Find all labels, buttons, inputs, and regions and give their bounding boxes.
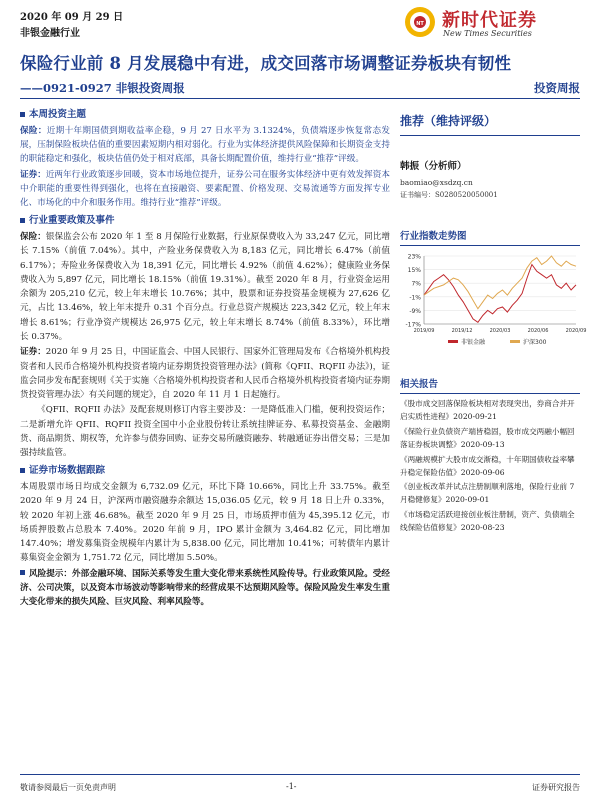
chart-y-tick-label: 23% xyxy=(407,253,421,261)
bullet-square-icon xyxy=(20,468,25,473)
related-report-item[interactable]: 《股市成交回落保险板块相对表现突出，券商合并开启实质性进程》2020-09-21 xyxy=(400,399,575,421)
related-report-item[interactable]: 《保险行业负债资产端皆稳固，股市成交两融小幅回落证券板块调整》2020-09-13 xyxy=(400,426,575,449)
chart-x-tick-label: 2019/12 xyxy=(451,328,473,334)
risk-warning: 风险提示：外部金融环境、国际关系等发生重大变化带来系统性风险传导。行业政策风险。受经济、公司决策，以及资本市场波动等影响带来的经营成果不达预期风险等。保险风险发生率发生重大变化带来的损失风险、巨灾风险、利率风险等。 xyxy=(20,568,390,608)
report-subtitle: ——0921-0927 非银投资周报 xyxy=(20,81,185,95)
index-trend-chart xyxy=(400,252,587,354)
report-sector: 非银金融行业 xyxy=(20,28,80,39)
paragraph-securities-policy: 证券：2020 年 9 月 25 日，中国证监会、中国人民银行、国家外汇管理局发布《合格境外机构投资者和人民币合格境外机构投资者境内证券期货投资管理办法》(简称《QFII、RQFII 办法》)，证监会同步发布配套规则《关于实施〈合格境外机构投资者和人民币合格境外机构投资者境内证券期货投资管理办法〉有关问题的规定》，自 2020 年 11 月 1 日起施行。 xyxy=(20,347,390,401)
chart-legend-swatch xyxy=(510,340,520,343)
company-name-en: New Times Securities xyxy=(443,29,532,38)
chart-series-line-csi300 xyxy=(424,256,576,309)
chart-x-tick-label: 2019/09 xyxy=(413,328,435,334)
bullet-square-icon xyxy=(20,570,25,575)
related-report-item[interactable]: 《创业板改革并试点注册制顺利落地，保险行业前 7 月稳健修复》2020-09-01 xyxy=(400,482,575,505)
section-heading-theme: 本周投资主题 xyxy=(20,107,390,123)
rating-divider xyxy=(400,135,580,136)
index-trend-chart-svg xyxy=(400,252,587,350)
side-column xyxy=(400,104,587,537)
chart-series-line-nonbank xyxy=(424,265,576,323)
report-date: 2020 年 09 月 29 日 xyxy=(20,12,124,23)
report-type: 投资周报 xyxy=(534,81,580,95)
analyst-name: 韩振（分析师） xyxy=(400,161,467,172)
bullet-square-icon xyxy=(20,112,25,117)
main-column xyxy=(20,104,390,611)
footer-disclaimer: 敬请参阅最后一页免责声明 xyxy=(20,783,116,792)
analyst-email[interactable]: baomiao@xsdzq.cn xyxy=(400,178,473,187)
footer-report-label: 证券研究报告 xyxy=(532,783,580,792)
chart-x-tick-label: 2020/03 xyxy=(489,328,511,334)
chart-y-tick-label: -17% xyxy=(405,321,421,329)
page-number: -1- xyxy=(286,782,297,791)
svg-text:NT: NT xyxy=(416,21,424,27)
related-report-item[interactable]: 《市场稳定活跃迎接创业板注册制，资产、负债端全线保险估值修复》2020-08-23 xyxy=(400,510,575,533)
header-divider xyxy=(20,98,580,99)
analyst-certificate: 证书编号：S0280520050001 xyxy=(400,191,498,199)
paragraph-qfii-detail: 《QFII、RQFII 办法》及配套规则修订内容主要涉及：一是降低准入门槛，便利投资运作；二是新增允许 QFII、RQFII 投资全国中小企业股份转让系统挂牌证券、私募投资基金、金融期货、商品期货、期权等，允许参与债券回购、证券交易所融资融券、转融通证券出借交易；三是加强持续监管。 xyxy=(20,405,390,459)
chart-x-tick-label: 2020/09 xyxy=(565,328,587,334)
bullet-square-icon xyxy=(20,218,25,223)
paragraph-market-data: 本周股票市场日均成交金额为 6,732.09 亿元，环比下降 10.66%，同比上升 33.75%。截至 2020 年 9 月 24 日，沪深两市融资融券余额达 15,036.05 亿元，较 9 月 18 日上升 0.33%，较 2020 年初上涨 46.68%。截至 2020 年 9 月 25 日，市场质押市值为 45,395.12 亿元，市场质押股数占总股本 7.40%。2020 年前 9 月，IPO 累计金额为 3,464.82 亿元，同比增加 147.40%；增发募集资金规模年内累计为 5,838.00 亿元，同比增加 10.41%；可转债年内累计募集资金金额为 1,751.72 亿元，同比增加 5.50%。 xyxy=(20,482,390,564)
chart-y-tick-label: -9% xyxy=(409,307,421,315)
report-title: 保险行业前 8 月发展稳中有进，成交回落市场调整证券板块有韧性 xyxy=(20,54,512,73)
company-logo-mark xyxy=(403,5,437,39)
chart-y-tick-label: -1% xyxy=(409,294,421,302)
related-report-item[interactable]: 《两融规模扩大股市成交渐稳，十年期国债收益率攀升稳定保险估值》2020-09-06 xyxy=(400,454,575,477)
section-heading-market-data: 证券市场数据跟踪 xyxy=(20,463,390,479)
related-reports-heading: 相关报告 xyxy=(400,379,439,390)
paragraph-insurance-theme: 保险：近期十年期国债到期收益率企稳，9 月 27 日水平为 3.1324%，负债端逐步恢复常态发展，压制保险板块估值的重要因素短期内相对弱化。行业为实体经济提供风险保障和长期资金支持的职能稳定和强化，板块估值仍处于相对底部，具备长期配置价值，维持行业“推荐”评级。 xyxy=(20,125,390,165)
chart-x-tick-label: 2020/06 xyxy=(527,328,549,334)
chart-heading-divider xyxy=(400,245,580,246)
chart-heading: 行业指数走势图 xyxy=(400,231,467,242)
chart-legend-swatch xyxy=(448,340,458,343)
paragraph-securities-theme: 证券：近两年行业政策逐步回暖，资本市场地位提升，证券公司在服务实体经济中更有效发挥资本中介职能的重要性得到强化，也将在直接融资、要素配置、价格发现、交易流通等方面发挥专业化、市场化的中介和服务作用。维持行业“推荐”评级。 xyxy=(20,169,390,209)
paragraph-insurance-policy: 保险：银保监会公布 2020 年 1 至 8 月保险行业数据，行业原保费收入为 33,247 亿元，同比增长 7.15%（前值 7.04%）。其中，产险业务保费收入为 8,183 亿元，同比增长 6.47%（前值 6.17%）；寿险业务保费收入为 18,391 亿元，同比增长 4.92%（前值 4.62%）；健康险业务保费收入为 5,897 亿元，同比增长 18.15%（前值 19.31%）。截至 2020 年 8 月，行业资金运用余额为 205,210 亿元，较上年末增长 10.76%；其中，股票和证券投资基金规模为 27,626 亿元，占比 13.46%，较上年末提升 0.31 个百分点。行业总资产规模达 223,342 亿元，较上年末增长 8.61%；行业净资产规模达 26,975 亿元，较上年末增长 8.74%（前值 8.33%），环比增长 0.37%。 xyxy=(20,232,390,342)
chart-y-tick-label: 7% xyxy=(411,280,421,288)
footer-divider xyxy=(20,774,580,775)
chart-y-tick-label: 15% xyxy=(407,267,421,275)
company-name: 新时代证券 xyxy=(442,10,537,31)
chart-legend-label: 沪深300 xyxy=(523,339,547,346)
rating-label: 推荐（维持评级） xyxy=(400,114,497,128)
chart-legend-label: 非银金融 xyxy=(461,339,486,346)
section-heading-policy: 行业重要政策及事件 xyxy=(20,213,390,229)
